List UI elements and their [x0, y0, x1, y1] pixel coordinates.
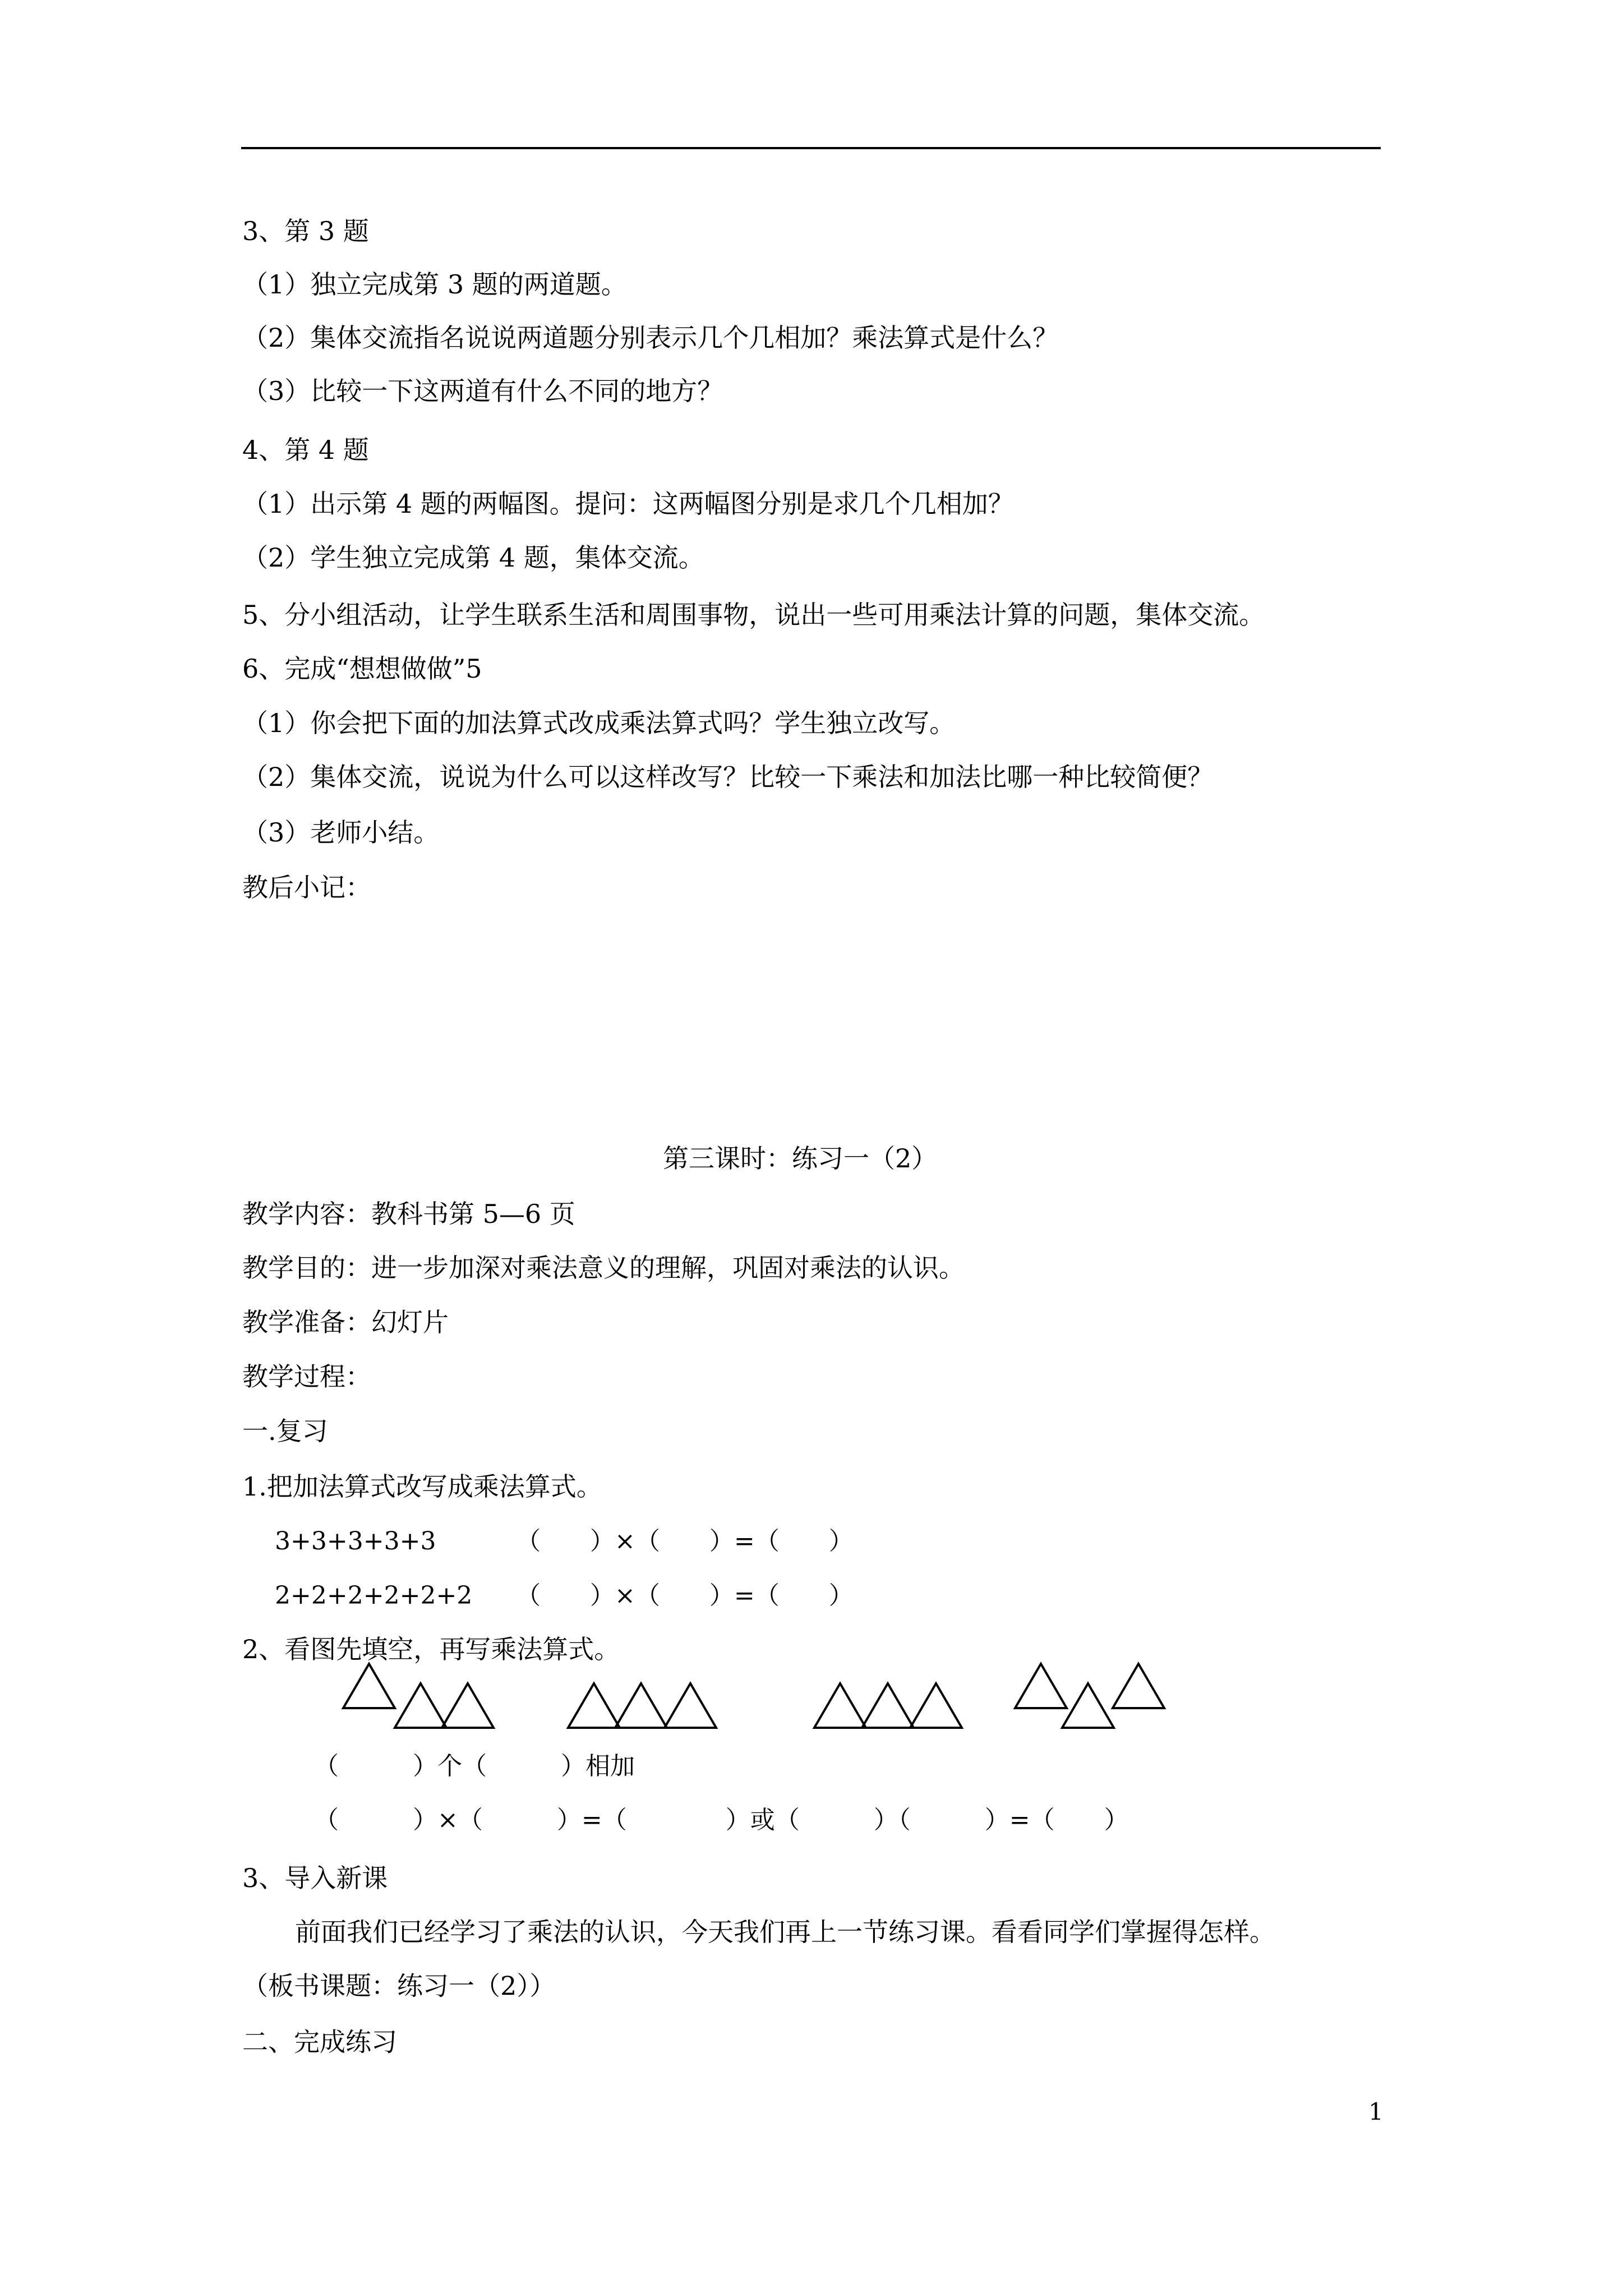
page-number: 1 [1368, 2098, 1384, 2125]
triangle-icon [1113, 1664, 1164, 1708]
triangle-icon [1015, 1664, 1067, 1708]
lesson-prep: 教学准备：幻灯片 [242, 1307, 449, 1337]
triangle-icon [615, 1683, 667, 1728]
triangle-icon [395, 1683, 446, 1728]
new-lesson-paragraph-2: （板书课题：练习一（2）） [242, 1971, 556, 2001]
equation-1-expr: 3+3+3+3+3 [275, 1527, 436, 1556]
q6-item-3: （3）老师小结。 [242, 817, 440, 848]
triangle-icon [442, 1683, 494, 1728]
triangle-icon [862, 1683, 914, 1728]
fill-line-1: （ ）个（ ）相加 [314, 1752, 635, 1780]
triangle-icon [910, 1683, 962, 1728]
lesson-content: 教学内容：教科书第 5—6 页 [242, 1199, 575, 1229]
q4-heading: 4、第 4 题 [242, 435, 369, 465]
equation-2-blank: （ ）×（ ）=（ ） [516, 1581, 854, 1610]
triangle-icon [343, 1664, 395, 1708]
review-task2: 2、看图先填空，再写乘法算式。 [242, 1634, 620, 1664]
q4-item-2: （2）学生独立完成第 4 题，集体交流。 [242, 542, 704, 573]
q3-item-2: （2）集体交流指名说说两道题分别表示几个几相加？乘法算式是什么？ [242, 323, 1059, 353]
triangle-icon [1062, 1683, 1114, 1728]
q6-item-2: （2）集体交流，说说为什么可以这样改写？比较一下乘法和加法比哪一种比较简便？ [242, 762, 1214, 792]
practice-heading: 二、完成练习 [242, 2027, 397, 2057]
lesson-goal: 教学目的：进一步加深对乘法意义的理解，巩固对乘法的认识。 [242, 1253, 965, 1283]
triangle-icon [814, 1683, 866, 1728]
lesson-title: 第三课时：练习一（2） [663, 1143, 938, 1174]
q3-heading: 3、第 3 题 [242, 216, 369, 246]
equation-2-expr: 2+2+2+2+2+2 [275, 1581, 473, 1610]
equation-1-blank: （ ）×（ ）=（ ） [516, 1527, 854, 1556]
new-lesson-paragraph-1: 前面我们已经学习了乘法的认识，今天我们再上一节练习课。看看同学们掌握得怎样。 [295, 1917, 1275, 1947]
review-heading: 一.复习 [242, 1416, 328, 1446]
q3-item-1: （1）独立完成第 3 题的两道题。 [242, 269, 627, 300]
q4-item-1: （1）出示第 4 题的两幅图。提问：这两幅图分别是求几个几相加？ [242, 489, 1014, 519]
q5-text: 5、分小组活动，让学生联系生活和周围事物，说出一些可用乘法计算的问题，集体交流。 [242, 600, 1265, 630]
q3-item-3: （3）比较一下这两道有什么不同的地方？ [242, 376, 723, 406]
review-task1: 1.把加法算式改写成乘法算式。 [242, 1471, 602, 1502]
lesson-process: 教学过程： [242, 1361, 371, 1392]
q6-item-1: （1）你会把下面的加法算式改成乘法算式吗？学生独立改写。 [242, 708, 956, 738]
triangle-icon [568, 1683, 620, 1728]
triangle-icon [665, 1683, 716, 1728]
notes-label: 教后小记： [242, 872, 371, 903]
new-lesson-heading: 3、导入新课 [242, 1863, 388, 1893]
fill-line-2: （ ）×（ ）=（ ）或（ ）（ ）=（ ） [314, 1806, 1129, 1834]
q6-heading: 6、完成“想想做做”5 [242, 654, 482, 684]
